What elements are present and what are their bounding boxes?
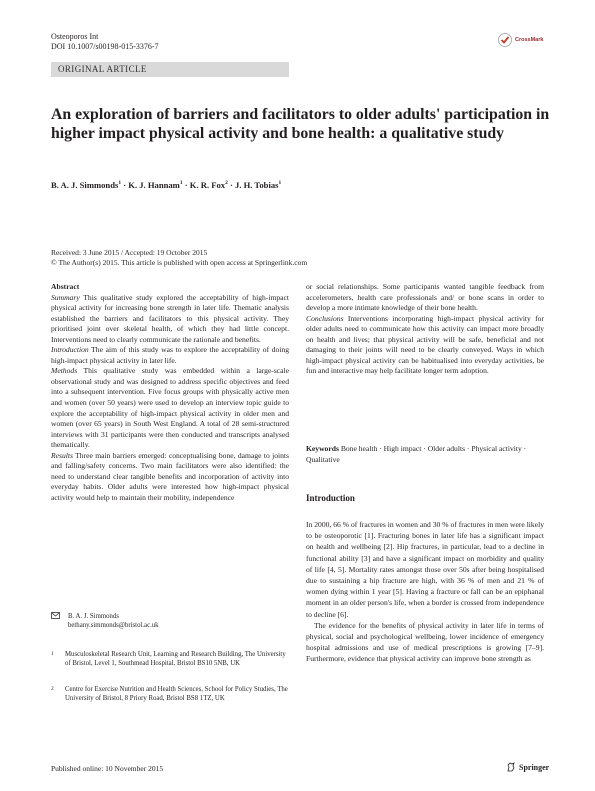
abstract-summary [51, 293, 289, 346]
doi[interactable]: DOI 10.1007/s00198-015-3376-7 [51, 42, 159, 51]
summary-text: This qualitative study explored the acceptability of high-impact physical activity for increasing bone strength in later life. Thematic analysis established the barriers and facilitators to this physical activity. They prioritised joint over skeletal health, of which they had little concept. Interventions need to clearly communicate the rationale and benefits. [51, 292, 290, 344]
author-affiliation-mark: 1 [278, 180, 282, 187]
author-separator: · [121, 180, 129, 190]
keywords [306, 444, 544, 465]
introduction-text: The aim of this study was to explore the acceptability of doing high-impact physical activity in later life. [51, 345, 289, 365]
introduction-label: Introduction [51, 345, 89, 355]
author-name[interactable]: K. J. Hannam [128, 180, 180, 190]
conclusions-label: Conclusions [306, 313, 344, 323]
author-list [51, 180, 281, 190]
abstract-column-right [306, 282, 544, 377]
affiliation-number: 1 [51, 651, 54, 657]
author-affiliation-mark: 1 [179, 180, 183, 187]
abstract-heading: Abstract [51, 282, 80, 291]
affiliation [51, 685, 289, 703]
crossmark-icon [498, 33, 512, 47]
journal-name: Osteoporos Int [51, 32, 99, 41]
correspondence-name: B. A. J. Simmonds [68, 613, 119, 620]
abstract-methods [51, 366, 289, 450]
article-type: ORIGINAL ARTICLE [58, 64, 147, 74]
article-type-banner [51, 62, 289, 77]
received-accepted: Received: 3 June 2015 / Accepted: 19 October 2015 [51, 248, 208, 257]
author-name[interactable]: K. R. Fox [189, 180, 226, 190]
introduction-paragraph: In 2000, 66 % of fractures in women and 30 % of fractures in men were likely to be osteoporotic [1]. Fracturing bones in later life has a significant impact on health and wellbeing [2]. Hip fractures, in particular, lead to a decline in functional ability [3] and have a significant impact on morbidity and quality of life [4, 5]. Mortality rates amongst those over 50s after being hospitalised due to sustaining a hip fracture are high, with 36 % of men and 21 % of women dying within 1 year [5]. Having a fracture or fall can be an epiphanal moment in an older person's life, when a border is crossed from independence to decline [6]. [306, 520, 544, 619]
springer-horse-icon [506, 762, 516, 772]
introduction-body [306, 519, 544, 665]
methods-text: This qualitative study was embedded within a large-scale observational study and was designed to address specific objectives and feed into a subsequent intervention. Five focus groups with physically active men and women (over 50 years) were used to develop an interview topic guide to explore the acceptability of high-impact physical activity in older men and women (over 65 years) in South West England. A total of 28 semi-structured interviews with 31 participants were then conducted and transcripts analysed thematically. [51, 366, 289, 450]
author-affiliation-mark: 1 [118, 180, 122, 187]
publisher-logo [506, 762, 549, 772]
copyright-notice: © The Author(s) 2015. This article is published with open access at Springerlink.com [51, 258, 308, 267]
abstract-column-left [51, 282, 289, 503]
introduction-paragraph: The evidence for the benefits of physical activity in later life in terms of physical, social and psychological wellbeing, lower incidence of emergency hospital admissions and use of medical prescriptions is growing [7–9]. Furthermore, evidence that physical activity can improve bone strength as [306, 620, 544, 664]
author-separator: · [227, 180, 236, 190]
conclusions-text: Interventions incorporating high-impact physical activity for older adults need to communicate how this activity can impact more broadly on health and lives; that physical activity will be safe, beneficial and not damaging to their joints will need to be clearly conveyed. Ways in which high-impact physical activity can be habitualised into everyday activities, be fun and interactive may help facilitate longer term adoption. [306, 313, 544, 376]
keywords-text: Bone health · High impact · Older adults · Physical activity · Qualitative [306, 444, 527, 464]
author-name[interactable]: J. H. Tobias [235, 180, 279, 190]
crossmark-badge[interactable] [498, 33, 543, 47]
affiliation-number: 2 [51, 686, 54, 692]
envelope-icon [51, 612, 60, 630]
correspondence [51, 612, 289, 630]
results-continued: or social relationships. Some participants wanted tangible feedback from accelerometers, health care professionals and/ or bone scans in order to develop a more intimate knowledge of their bone health. [306, 282, 544, 313]
author-affiliation-mark: 2 [225, 180, 228, 187]
results-text: Three main barriers emerged: conceptualising bone, damage to joints and falling/safety concerns. Two main facilitators were also identified: the need to understand clear tangible benefits and incorporation of activity into everyday habits. Older adults were interested how high-impact physical activity would help to maintain their mobility, independence [51, 450, 290, 502]
correspondence-email[interactable]: bethany.simmonds@bristol.ac.uk [68, 622, 159, 629]
abstract-conclusions [306, 314, 544, 377]
affiliation [51, 650, 289, 668]
journal-info [51, 32, 159, 52]
methods-label: Methods [51, 366, 78, 376]
author-separator: · [182, 180, 190, 190]
results-label: Results [51, 450, 73, 460]
affiliation-text: Musculoskeletal Research Unit, Learning and Research Building, The University of Bristol, Level 1, Southmead Hospital, Bristol BS10 5NB, UK [65, 651, 286, 667]
publication-dates [51, 248, 307, 268]
affiliation-text: Centre for Exercise Nutrition and Health Sciences, School for Policy Studies, The University of Bristol, 8 Priory Road, Bristol BS8 1TZ, UK [65, 686, 288, 702]
author-name[interactable]: B. A. J. Simmonds [51, 180, 119, 190]
abstract-results [51, 451, 289, 504]
published-online: Published online: 10 November 2015 [51, 764, 164, 773]
publisher-name: Springer [519, 762, 550, 772]
crossmark-label: CrossMark [515, 37, 544, 43]
abstract-introduction [51, 345, 289, 366]
summary-label: Summary [51, 292, 80, 302]
keywords-label: Keywords [306, 444, 339, 453]
introduction-heading: Introduction [306, 493, 355, 503]
article-title: An exploration of barriers and facilitators to older adults' participation in higher impact physical activity and bone health: a qualitative study [51, 106, 550, 142]
